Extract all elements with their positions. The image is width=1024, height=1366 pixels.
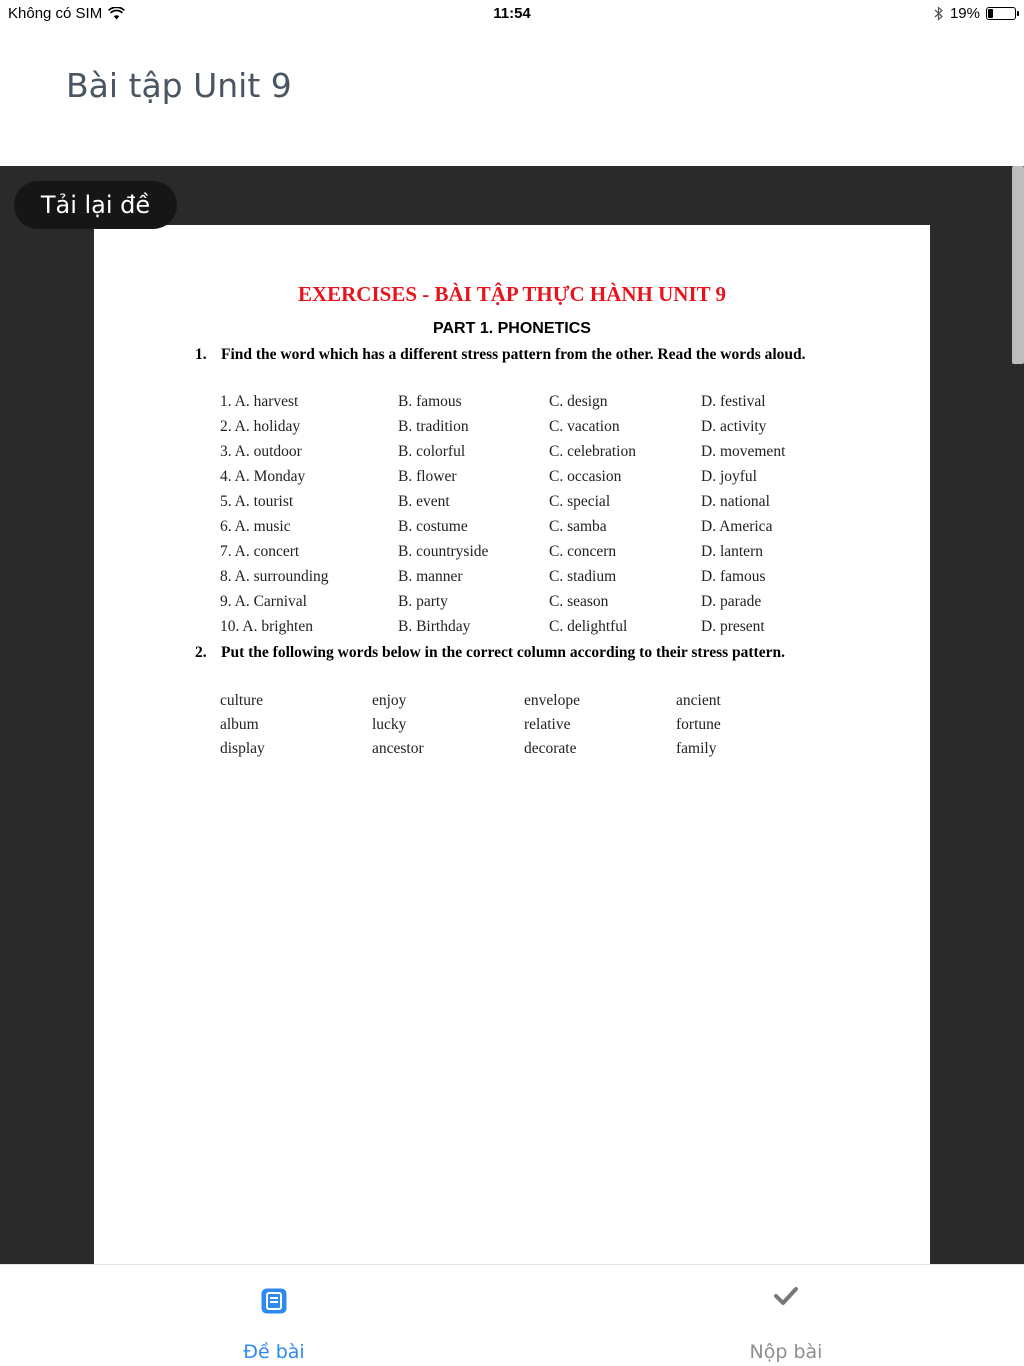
exercise-row [94, 468, 930, 493]
option-a: 4. A. Monday [220, 468, 306, 485]
clock: 11:54 [493, 5, 531, 22]
option-c: C. occasion [549, 468, 622, 485]
exercise-row [94, 518, 930, 543]
status-right [934, 5, 1016, 22]
word: fortune [676, 716, 721, 733]
word: relative [524, 716, 571, 733]
word-row [94, 692, 930, 717]
tab-exam[interactable] [144, 1265, 404, 1366]
option-a: 8. A. surrounding [220, 568, 329, 585]
battery-icon [986, 7, 1016, 20]
option-b: B. event [398, 493, 450, 510]
word-row [94, 716, 930, 741]
word: enjoy [372, 692, 407, 709]
option-d: D. famous [701, 568, 766, 585]
word: ancestor [372, 740, 424, 757]
option-c: C. stadium [549, 568, 617, 585]
document-viewer[interactable] [0, 166, 1024, 1264]
tab-submit[interactable] [656, 1265, 916, 1366]
option-b: B. manner [398, 568, 463, 585]
exercise-row [94, 593, 930, 618]
option-d: D. activity [701, 418, 767, 435]
word: album [220, 716, 259, 733]
option-c: C. concern [549, 543, 617, 560]
option-d: D. parade [701, 593, 762, 610]
carrier-label: Không có SIM [8, 5, 103, 22]
bluetooth-icon [934, 6, 944, 21]
option-d: D. national [701, 493, 770, 510]
option-d: D. festival [701, 393, 766, 410]
word: envelope [524, 692, 580, 709]
option-c: C. celebration [549, 443, 636, 460]
question-1 [195, 343, 815, 366]
option-c: C. vacation [549, 418, 620, 435]
page-title: Bài tập Unit 9 [66, 66, 292, 105]
option-d: D. present [701, 618, 765, 635]
exercise-row [94, 493, 930, 518]
option-b: B. colorful [398, 443, 466, 460]
option-a: 3. A. outdoor [220, 443, 302, 460]
reload-exam-button[interactable]: Tải lại đề [14, 181, 177, 229]
option-a: 6. A. music [220, 518, 291, 535]
exercise-row [94, 618, 930, 643]
question-2 [195, 641, 815, 664]
tab-bar [0, 1264, 1024, 1366]
part-heading: PART 1. PHONETICS [433, 320, 591, 337]
tab-submit-label: Nộp bài [749, 1341, 823, 1363]
word-row [94, 740, 930, 765]
option-c: C. design [549, 393, 608, 410]
question-text: Put the following words below in the correct column according to their stress pattern. [221, 644, 785, 661]
option-b: B. party [398, 593, 448, 610]
battery-percent: 19% [949, 5, 980, 22]
option-a: 5. A. tourist [220, 493, 294, 510]
tab-exam-label: Đề bài [243, 1341, 305, 1363]
exercise-row [94, 393, 930, 418]
document-title: EXERCISES - BÀI TẬP THỰC HÀNH UNIT 9 [297, 282, 727, 306]
option-d: D. lantern [701, 543, 763, 560]
option-a: 10. A. brighten [220, 618, 313, 635]
option-c: C. special [549, 493, 611, 510]
exercise-row [94, 568, 930, 593]
option-c: C. samba [549, 518, 607, 535]
viewer-scrollbar[interactable] [1012, 166, 1024, 364]
exercise-row [94, 443, 930, 468]
question-text: Find the word which has a different stress pattern from the other. Read the words aloud. [221, 346, 806, 363]
option-c: C. delightful [549, 618, 628, 635]
option-b: B. tradition [398, 418, 469, 435]
option-a: 7. A. concert [220, 543, 300, 560]
battery-fill [988, 9, 993, 18]
word: lucky [372, 716, 407, 733]
option-d: D. America [701, 518, 773, 535]
exercise-row [94, 543, 930, 568]
word: display [220, 740, 265, 757]
exercise-row [94, 418, 930, 443]
option-d: D. movement [701, 443, 786, 460]
document-page [94, 225, 930, 1264]
option-d: D. joyful [701, 468, 757, 485]
option-c: C. season [549, 593, 609, 610]
word: ancient [676, 692, 721, 709]
question-number: 2. [195, 644, 207, 661]
option-b: B. countryside [398, 543, 489, 560]
option-a: 1. A. harvest [220, 393, 299, 410]
option-b: B. flower [398, 468, 457, 485]
option-b: B. costume [398, 518, 468, 535]
option-a: 2. A. holiday [220, 418, 301, 435]
status-bar [0, 0, 1024, 28]
word: decorate [524, 740, 577, 757]
word: family [676, 740, 717, 757]
checkmark-icon [773, 1285, 799, 1307]
option-b: B. famous [398, 393, 462, 410]
option-b: B. Birthday [398, 618, 471, 635]
option-a: 9. A. Carnival [220, 593, 307, 610]
word: culture [220, 692, 264, 709]
question-number: 1. [195, 346, 207, 363]
document-icon [260, 1287, 288, 1315]
